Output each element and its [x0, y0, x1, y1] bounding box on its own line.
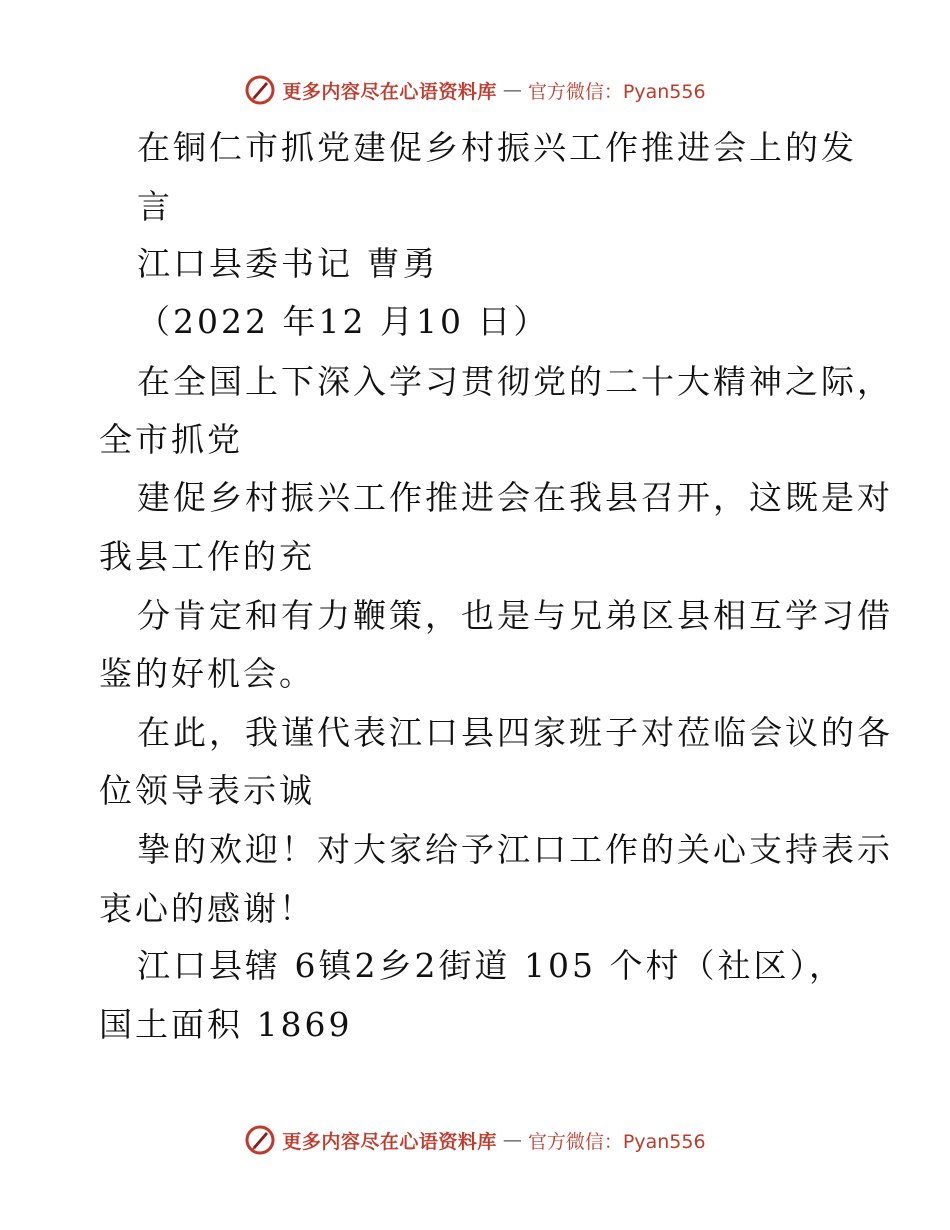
paragraph-line: 鉴的好机会。	[99, 654, 315, 693]
paragraph-line: 挚的欢迎！对大家给予江口工作的关心支持表示	[137, 830, 893, 869]
watermark-wechat-text: 官方微信：Pyan556	[527, 1130, 706, 1153]
watermark-separator: —	[502, 79, 522, 101]
author-line: 江口县委书记 曹勇	[137, 244, 439, 283]
quill-logo-icon	[244, 1124, 276, 1156]
paragraph-line: 江口县辖 6镇2乡2街道 105 个村（社区），	[137, 946, 845, 985]
paragraph-line: 全市抓党	[99, 420, 243, 459]
title-line-1: 在铜仁市抓党建促乡村振兴工作推进会上的发	[137, 128, 857, 167]
watermark-site-text: 更多内容尽在心语资料库	[282, 1130, 497, 1153]
quill-logo-icon	[244, 74, 276, 106]
paragraph-line: 国土面积 1869	[99, 1005, 353, 1044]
paragraph-line: 位领导表示诚	[99, 771, 315, 810]
paragraph-line: 在全国上下深入学习贯彻党的二十大精神之际，	[137, 362, 893, 401]
paragraph-line: 分肯定和有力鞭策，也是与兄弟区县相互学习借	[137, 596, 893, 635]
date-line: （2022 年12 月10 日）	[137, 302, 550, 341]
title-line-2: 言	[137, 187, 173, 226]
watermark-site-text: 更多内容尽在心语资料库	[282, 80, 497, 103]
paragraph-line: 建促乡村振兴工作推进会在我县召开，这既是对	[137, 478, 893, 517]
watermark-banner-bottom	[0, 1120, 950, 1160]
watermark-wechat-text: 官方微信：Pyan556	[527, 80, 706, 103]
paragraph-line: 在此，我谨代表江口县四家班子对莅临会议的各	[137, 713, 893, 752]
paragraph-line: 衷心的感谢！	[99, 889, 315, 928]
watermark-separator: —	[502, 1129, 522, 1151]
watermark-banner-top	[0, 70, 950, 110]
paragraph-line: 我县工作的充	[99, 537, 315, 576]
